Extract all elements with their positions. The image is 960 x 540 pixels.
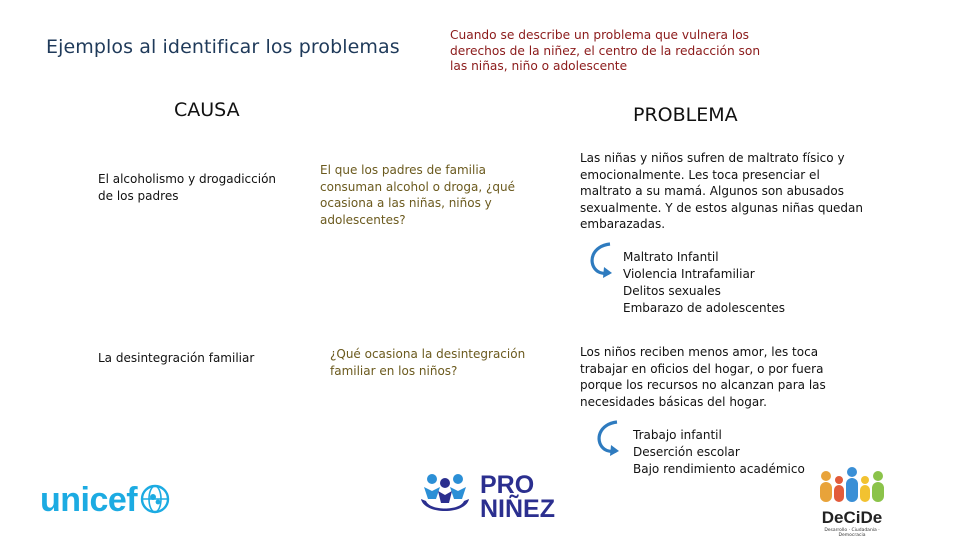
proninez-logo xyxy=(418,469,555,525)
problema-heading: PROBLEMA xyxy=(633,104,738,126)
list-item: Delitos sexuales xyxy=(623,284,721,298)
list-item: Trabajo infantil xyxy=(633,428,722,442)
proninez-pro-text: PRO xyxy=(480,471,535,499)
consecuencias-list-1 xyxy=(623,249,785,317)
hands-children-icon xyxy=(418,469,472,525)
page-title: Ejemplos al identificar los problemas xyxy=(46,36,400,58)
problema-2: Los niños reciben menos amor, les toca trabajar en oficios del hogar, o por fuera porque los recursos no alcanzan para las necesidades básicas del hogar. xyxy=(580,345,826,409)
pregunta-2: ¿Qué ocasiona la desintegración familiar en los niños? xyxy=(330,347,526,378)
proninez-ninez-text: NIÑEZ xyxy=(480,495,555,523)
list-item: Bajo rendimiento académico xyxy=(633,462,805,476)
decide-tagline: Desarrollo · Ciudadanía · Democracia xyxy=(824,528,880,538)
decide-logo xyxy=(812,464,892,538)
unicef-wordmark: unicef xyxy=(40,481,138,519)
causa-2: La desintegración familiar xyxy=(98,351,255,365)
problema-1: Las niñas y niños sufren de maltrato físico y emocionalmente. Les toca presenciar el maltrato a su mamá. Algunos son abusados sexualmente. Y de estos algunas niñas quedan embarazadas. xyxy=(580,151,864,231)
list-item: Deserción escolar xyxy=(633,445,740,459)
causa-heading: CAUSA xyxy=(174,99,240,121)
pregunta-1: El que los padres de familia consuman alcohol o droga, ¿qué ocasiona a las niñas, niños y adolescentes? xyxy=(320,163,515,227)
intro-text: Cuando se describe un problema que vulnera los derechos de la niñez, el centro de la redacción son las niñas, niño o adolescente xyxy=(450,28,761,73)
consecuencias-list-2 xyxy=(633,427,805,478)
list-item: Embarazo de adolescentes xyxy=(623,301,786,315)
list-item: Maltrato Infantil xyxy=(623,250,719,264)
decide-wordmark: DeCiDe xyxy=(821,508,883,527)
unicef-logo xyxy=(40,481,171,520)
list-item: Violencia Intrafamiliar xyxy=(623,267,755,281)
curved-arrow-icon xyxy=(584,240,618,284)
curved-arrow-icon xyxy=(591,418,625,462)
causa-1: El alcoholismo y drogadicción de los padres xyxy=(98,172,277,203)
unicef-globe-icon xyxy=(139,483,171,519)
